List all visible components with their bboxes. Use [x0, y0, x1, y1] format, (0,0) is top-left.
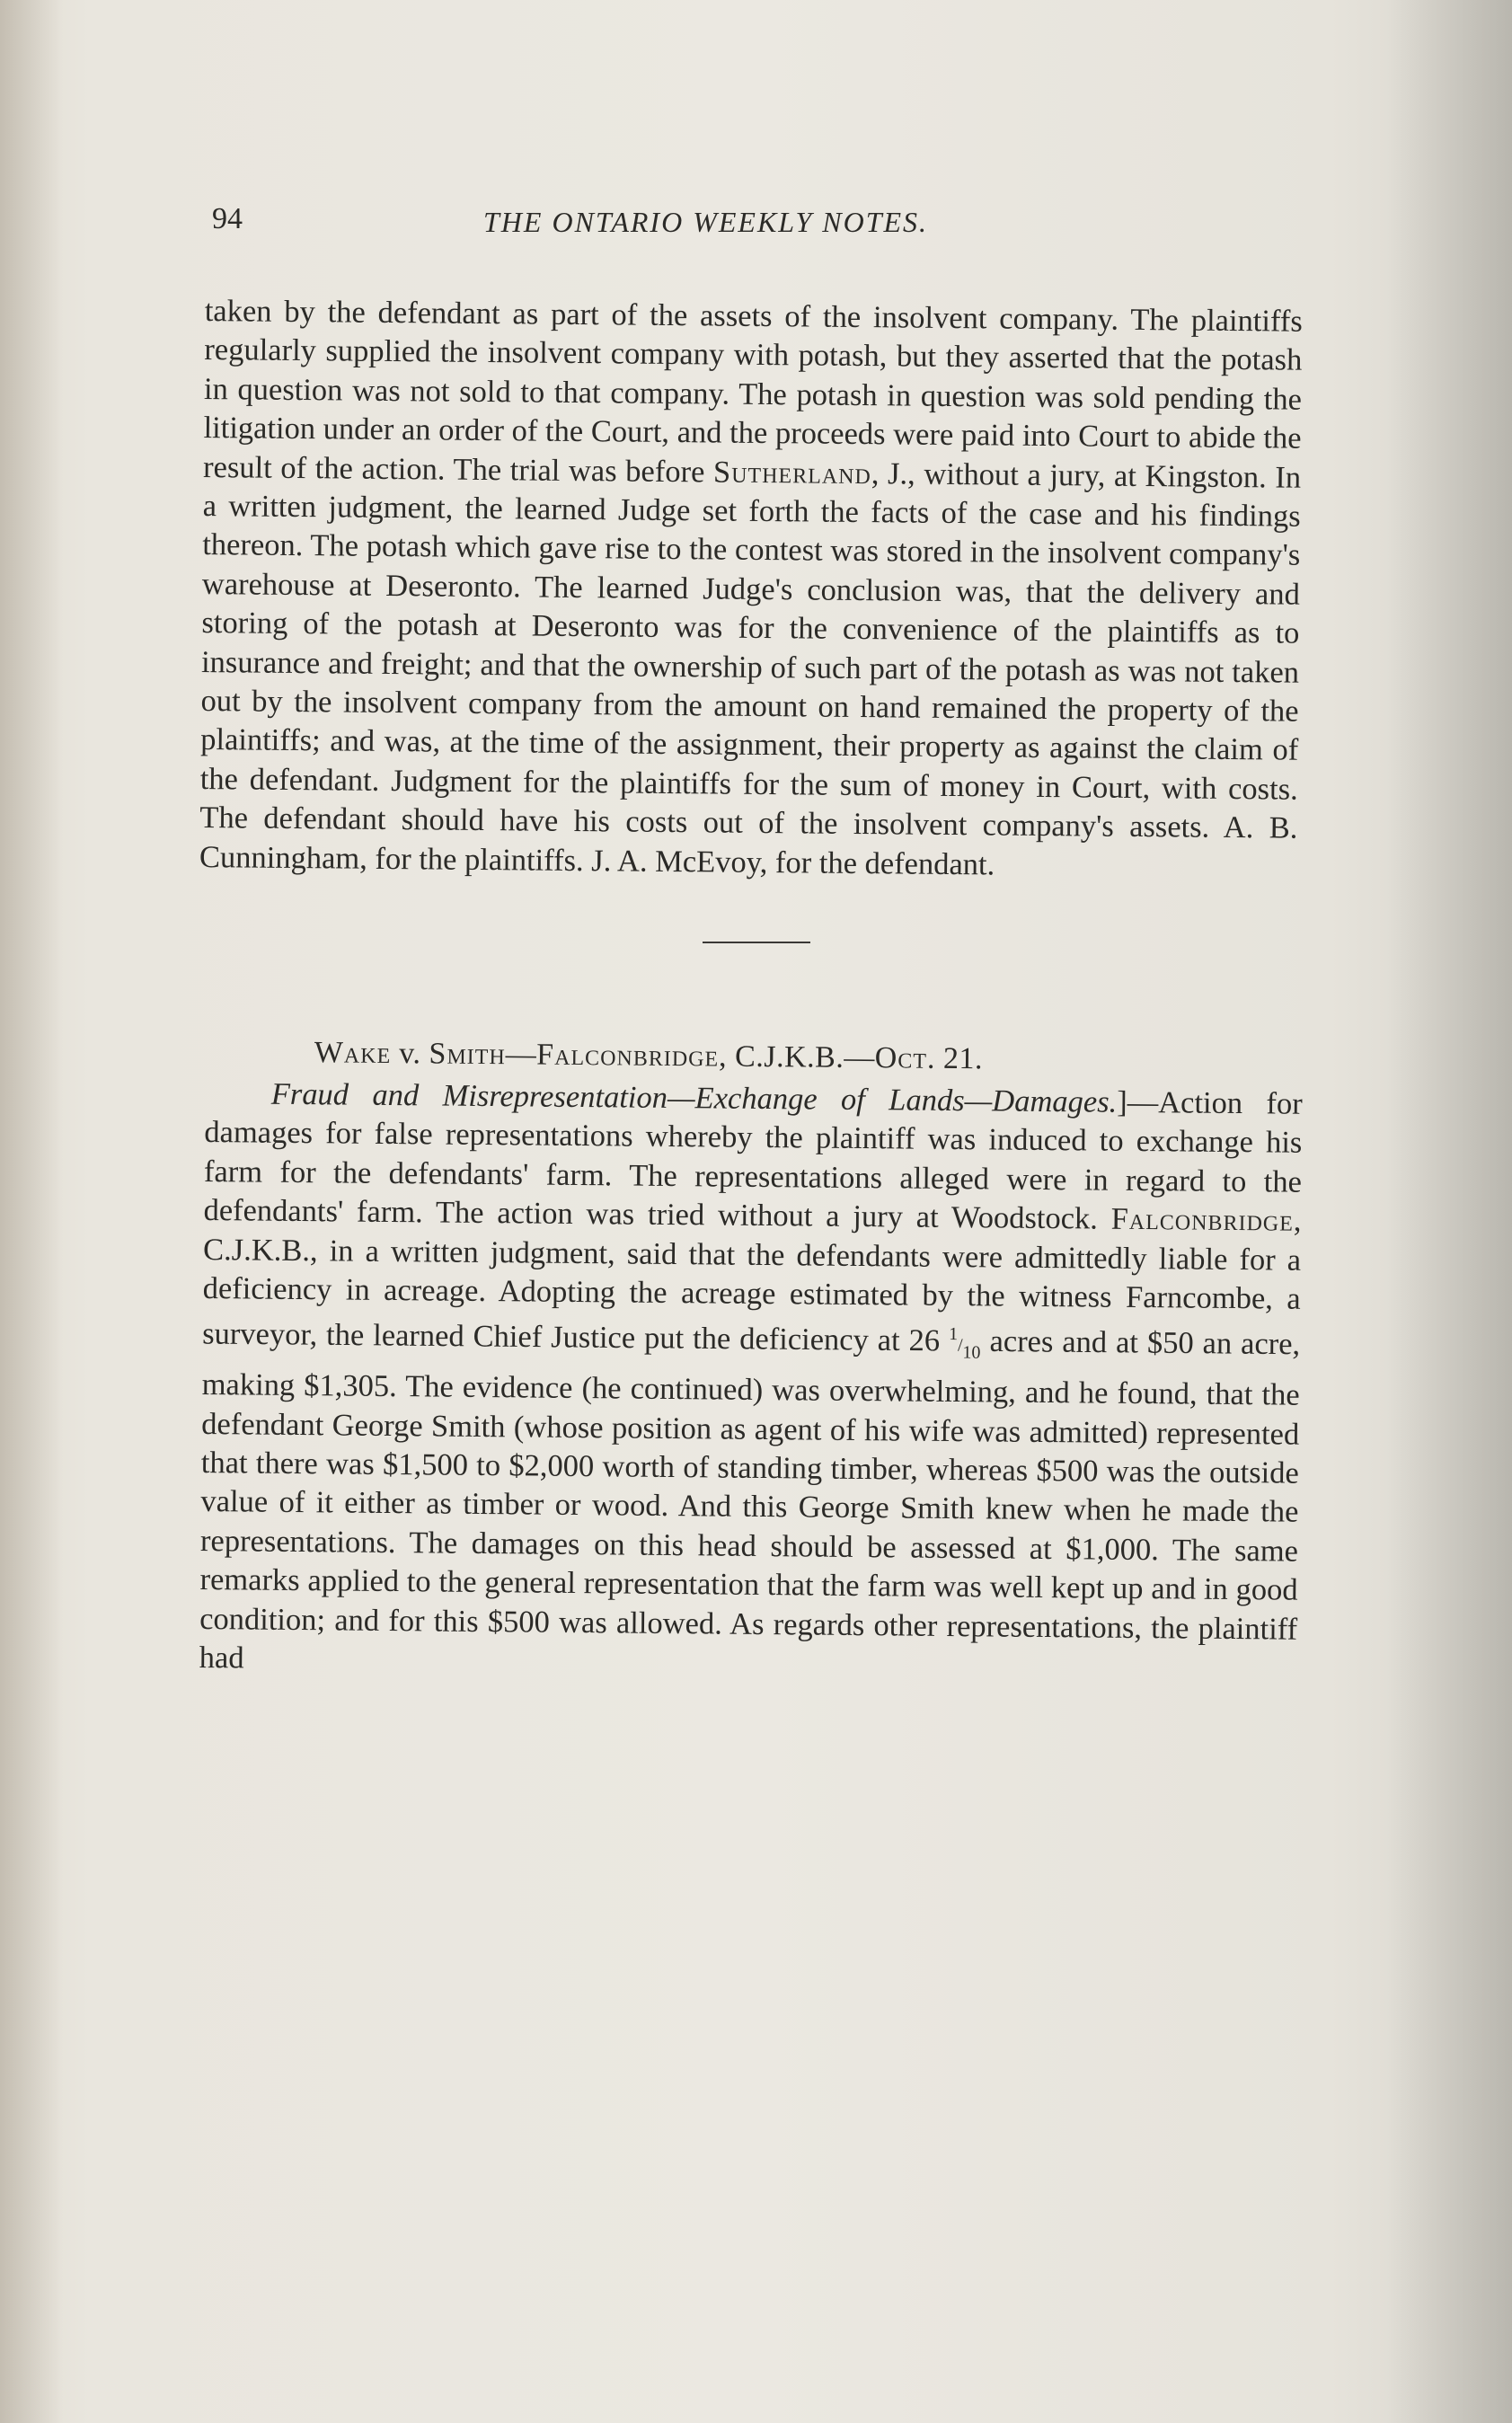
page-number: 94 — [212, 202, 243, 235]
judge-suffix: , C.J.K.B.— — [718, 1039, 875, 1075]
judge-name: Falconbridge — [1110, 1202, 1295, 1238]
paragraph-wake-v-smith: Fraud and Misrepresentation—Exchange of Lands—Damages.]—Action for damages for false representations whereby the plaintiff was induced to exchange his farm for the defendants' farm. The representations alleged were in regard to the defendants' farm. The action was tried without a jury at Woodstock. Falconbridge, C.J.K.B., in a written judgment, said that the defendants were admittedly liable for a deficiency in acreage. Adopting the acreage estimated by the witness Farncombe, a surveyor, the learned Chief Justice put the deficiency at 26 $^1/_{10}$ acres and at $50 an acre, making $1,305. The evidence (he continued) was overwhelming, and he found, that the defendant George Smith (whose position as agent of his wife was admitted) represented that there was $1,500 to $2,000 worth of standing timber, whereas $500 was the outside value of it either as timber or wood. And this George Smith knew when he made the representations. The damages on this head should be assessed at $1,000. The same remarks applied to the general representation that the farm was well kept up and in good condition; and for this $500 was allowed. As regards other representations, the plaintiff had — [199, 1076, 1303, 1676]
headnote-bracket: ] — [1117, 1084, 1127, 1119]
gutter-shadow — [0, 0, 63, 2423]
paragraph-text: taken by the defendant as part of the assets of the insolvent company. The plaintiffs regularly supplied the insolvent company with potash, but they asserted that the potash in question was not sold to that company. The potash in question was sold pending the litigation under an order of the Court, and the proceeds were paid into Court to abide the result of the action. The trial was before — [202, 293, 1303, 490]
party-plaintiff: Wake — [314, 1036, 392, 1071]
case-title — [205, 1035, 1303, 1080]
paragraph-text: , J., without a jury, at Kingston. In a written judgment, the learned Judge set forth the facts of the case and his findings thereon. The potash which gave rise to the contest was stored in the insolvent company's warehouse at Deseronto. The learned Judge's conclusion was, that the delivery and storing of the potash at Deseronto was for the convenience of the plaintiffs as to insurance and freight; and that the ownership of such part of the potash as was not taken out by the insolvent company from the amount on hand remained the property of the plaintiffs; and was, at the time of the assignment, their property as against the claim of the defendant. Judgment for the plaintiffs for the sum of money in Court, with costs. The defendant should have his costs out of the insolvent company's assets. A. B. Cunningham, for the plaintiffs. J. A. McEvoy, for the defendant. — [199, 455, 1302, 882]
fraction-denominator: 10 — [962, 1343, 981, 1364]
headnote: Fraud and Misrepresentation—Exchange of Lands—Damages. — [270, 1076, 1118, 1119]
case-judge: Falconbridge — [536, 1038, 720, 1074]
versus: v. — [391, 1037, 429, 1071]
page-edge-shadow — [1386, 0, 1512, 2423]
case-date-month: Oct — [874, 1041, 928, 1075]
case-date-day: . 21. — [926, 1041, 984, 1076]
fraction-numerator: 1 — [949, 1324, 959, 1345]
page-content — [199, 202, 1303, 1678]
running-head — [205, 202, 1303, 256]
party-defendant: Smith — [429, 1037, 506, 1072]
journal-title: THE ONTARIO WEEKLY NOTES. — [483, 206, 929, 238]
paragraph-text: acres and at $50 an acre, making $1,305. The evidence (he continued) was overwhelming, and he found, that the defendant George Smith (whose position as agent of his wife was admitted) represented that there was $1,500 to $2,000 worth of standing timber, whereas $500 was the outside value of it either as timber or wood. And this George Smith knew when he made the representations. The damages on this head should be assessed at $1,000. The same remarks applied to the general representation that the farm was well kept up and in good condition; and for this $500 was allowed. As regards other representations, the plaintiff had — [199, 1324, 1301, 1676]
paragraph-text: —Action for damages for false representations whereby the plaintiff was induced to exchange his farm for the defendants' farm. The representations alleged were in regard to the defendants' farm. The action was tried without a jury at Woodstock. — [203, 1084, 1303, 1237]
indent — [205, 1103, 271, 1104]
paragraph-potash-case — [199, 292, 1303, 888]
paragraph-text: , C.J.K.B., in a written judgment, said that the defendants were admittedly liable for a deficiency in acreage. Adopting the acreage estimated by the witness Farncombe, a surveyor, the learned Chief Justice put the deficiency at 26 — [202, 1203, 1302, 1358]
judge-name: Sutherland — [712, 455, 872, 491]
dash: — — [505, 1038, 537, 1072]
section-divider — [703, 942, 810, 943]
